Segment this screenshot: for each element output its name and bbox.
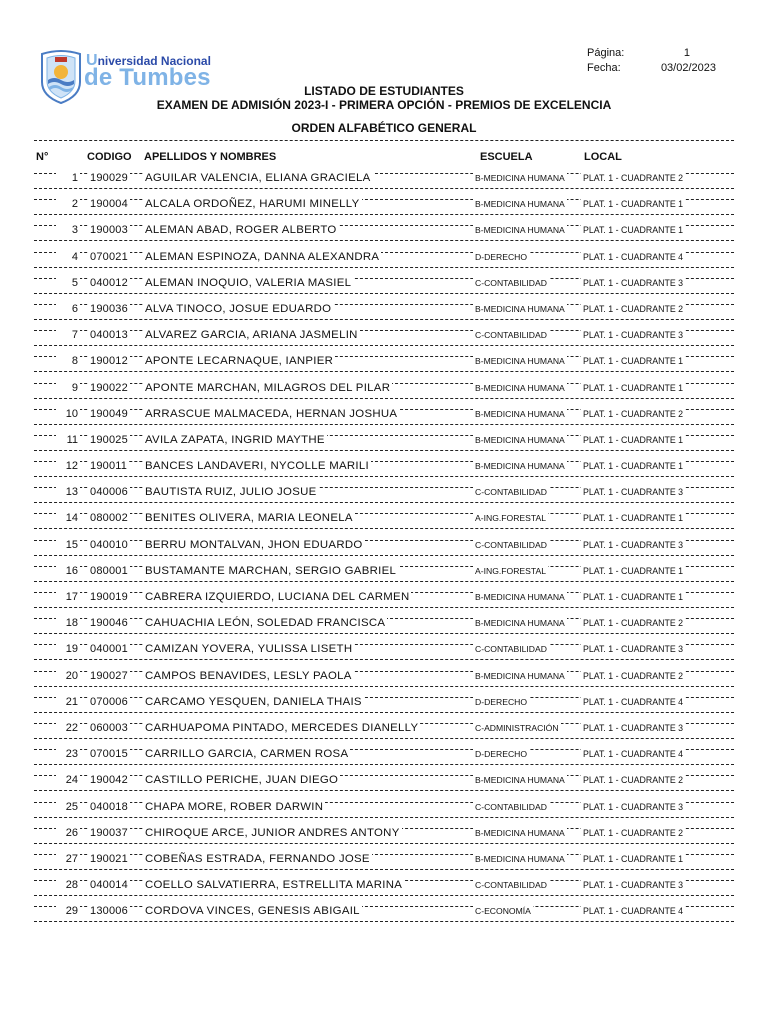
row-number: 10 (56, 407, 80, 421)
col-header-local: LOCAL (584, 151, 622, 163)
row-number: 1 (56, 171, 80, 185)
row-codigo: 190022 (90, 381, 128, 394)
row-local: PLAT. 1 - CUADRANTE 3 (583, 722, 684, 733)
table-row (0, 663, 768, 689)
row-nombre: BAUTISTA RUIZ, JULIO JOSUE (145, 486, 317, 499)
document-titles (0, 84, 768, 112)
row-codigo: 040006 (90, 486, 128, 499)
row-number: 14 (56, 511, 80, 525)
row-number: 28 (56, 878, 80, 892)
row-codigo: 190011 (90, 460, 128, 473)
row-escuela: C-ADMINISTRACIÓN (475, 722, 559, 733)
row-codigo: 040010 (90, 538, 128, 551)
row-local: PLAT. 1 - CUADRANTE 4 (583, 696, 684, 707)
table-row (0, 479, 768, 505)
row-escuela: B-MEDICINA HUMANA (475, 303, 565, 314)
pagina-label: Página: (587, 47, 625, 59)
row-nombre: BUSTAMANTE MARCHAN, SERGIO GABRIEL (145, 564, 397, 577)
row-local: PLAT. 1 - CUADRANTE 1 (583, 225, 684, 236)
row-escuela: B-MEDICINA HUMANA (475, 408, 565, 419)
row-escuela: B-MEDICINA HUMANA (475, 382, 565, 393)
row-local: PLAT. 1 - CUADRANTE 1 (583, 853, 684, 864)
row-codigo: 080002 (90, 512, 128, 525)
row-local: PLAT. 1 - CUADRANTE 3 (583, 277, 684, 288)
row-nombre: CARHUAPOMA PINTADO, MERCEDES DIANELLY (145, 721, 419, 734)
row-escuela: B-MEDICINA HUMANA (475, 225, 565, 236)
table-row (0, 636, 768, 662)
row-local: PLAT. 1 - CUADRANTE 1 (583, 592, 684, 602)
table-row (0, 427, 768, 453)
row-number: 16 (56, 564, 80, 578)
row-nombre: CASTILLO PERICHE, JUAN DIEGO (145, 774, 339, 787)
table-row (0, 898, 768, 924)
table-row (0, 846, 768, 872)
row-codigo: 040014 (90, 879, 128, 892)
row-local: PLAT. 1 - CUADRANTE 3 (583, 880, 684, 891)
row-nombre: CAMIZAN YOVERA, YULISSA LISETH (145, 643, 353, 656)
document-title: LISTADO DE ESTUDIANTES (304, 84, 464, 98)
row-local: PLAT. 1 - CUADRANTE 3 (583, 330, 684, 341)
row-escuela: B-MEDICINA HUMANA (475, 827, 565, 838)
row-nombre: CARRILLO GARCIA, CARMEN ROSA (145, 748, 349, 761)
row-number: 24 (56, 773, 80, 787)
row-nombre: ALEMAN INOQUIO, VALERIA MASIEL (145, 276, 352, 289)
row-nombre: APONTE MARCHAN, MILAGROS DEL PILAR (145, 381, 391, 394)
row-nombre: BANCES LANDAVERI, NYCOLLE MARILI (145, 460, 369, 473)
row-local: PLAT. 1 - CUADRANTE 3 (583, 487, 684, 498)
row-nombre: CHIROQUE ARCE, JUNIOR ANDRES ANTONY (145, 826, 400, 839)
row-nombre: AVILA ZAPATA, INGRID MAYTHE (145, 433, 325, 446)
row-local: PLAT. 1 - CUADRANTE 1 (583, 565, 684, 576)
divider (34, 140, 734, 141)
row-number: 4 (56, 250, 80, 264)
row-local: PLAT. 1 - CUADRANTE 1 (583, 199, 684, 210)
row-local: PLAT. 1 - CUADRANTE 3 (583, 801, 684, 812)
logo-text-line1: Universidad Nacional (86, 52, 211, 69)
row-number: 18 (56, 616, 80, 630)
table-row (0, 165, 768, 191)
row-escuela: C-CONTABILIDAD (475, 277, 547, 288)
table-row (0, 741, 768, 767)
row-escuela: C-CONTABILIDAD (475, 330, 547, 341)
logo-text-line2: de Tumbes (84, 64, 211, 91)
row-escuela: C-ECONOMÍA (475, 906, 531, 917)
row-local: PLAT. 1 - CUADRANTE 2 (583, 303, 684, 314)
table-row (0, 715, 768, 741)
table-row (0, 532, 768, 558)
meta-values (640, 46, 716, 76)
row-nombre: CAMPOS BENAVIDES, LESLY PAOLA (145, 669, 352, 682)
row-local: PLAT. 1 - CUADRANTE 2 (583, 827, 684, 838)
table-row (0, 820, 768, 846)
row-local: PLAT. 1 - CUADRANTE 1 (583, 434, 684, 445)
row-escuela: B-MEDICINA HUMANA (475, 775, 565, 786)
row-escuela: C-CONTABILIDAD (475, 801, 547, 812)
row-local: PLAT. 1 - CUADRANTE 2 (583, 408, 684, 419)
row-escuela: B-MEDICINA HUMANA (475, 199, 565, 210)
row-codigo: 080001 (90, 564, 128, 577)
row-number: 5 (56, 276, 80, 290)
row-codigo: 040018 (90, 800, 128, 813)
row-nombre: CORDOVA VINCES, GENESIS ABIGAIL (145, 905, 360, 918)
row-escuela: B-MEDICINA HUMANA (475, 356, 565, 367)
row-nombre: AGUILAR VALENCIA, ELIANA GRACIELA (145, 172, 371, 184)
table-row (0, 767, 768, 793)
row-number: 27 (56, 852, 80, 866)
row-codigo: 190019 (90, 591, 128, 603)
row-escuela: D-DERECHO (475, 251, 528, 262)
row-nombre: CARCAMO YESQUEN, DANIELA THAIS (145, 695, 362, 708)
meta-labels (587, 46, 624, 76)
row-local: PLAT. 1 - CUADRANTE 1 (583, 461, 684, 472)
table-row (0, 217, 768, 243)
row-local: PLAT. 1 - CUADRANTE 4 (583, 251, 684, 262)
row-codigo: 040001 (90, 643, 128, 656)
row-escuela: A-ING.FORESTAL (475, 513, 546, 524)
document-subtitle: EXAMEN DE ADMISIÓN 2023-I - PRIMERA OPCIÓN - PREMIOS DE EXCELENCIA (156, 98, 612, 112)
row-escuela: C-CONTABILIDAD (475, 487, 547, 498)
row-nombre: APONTE LECARNAQUE, IANPIER (145, 355, 334, 368)
row-codigo: 190025 (90, 433, 128, 446)
col-header-nombres: APELLIDOS Y NOMBRES (144, 151, 277, 163)
row-local: PLAT. 1 - CUADRANTE 3 (583, 539, 684, 550)
row-escuela: D-DERECHO (475, 696, 528, 707)
row-escuela: B-MEDICINA HUMANA (475, 461, 565, 472)
document-order-title: ORDEN ALFABÉTICO GENERAL (291, 121, 477, 135)
row-codigo: 190021 (90, 852, 128, 865)
row-nombre: BERRU MONTALVAN, JHON EDUARDO (145, 538, 363, 551)
table-row (0, 191, 768, 217)
col-header-escuela: ESCUELA (480, 151, 533, 163)
row-codigo: 070006 (90, 695, 128, 708)
table-row (0, 558, 768, 584)
row-codigo: 070015 (90, 748, 128, 761)
row-codigo: 190003 (90, 224, 128, 237)
row-number: 2 (56, 197, 80, 211)
row-escuela: B-MEDICINA HUMANA (475, 618, 565, 629)
row-nombre: CAHUACHIA LEÓN, SOLEDAD FRANCISCA (145, 617, 386, 630)
row-nombre: COELLO SALVATIERRA, ESTRELLITA MARINA (145, 879, 403, 892)
row-escuela: B-MEDICINA HUMANA (475, 173, 565, 183)
table-row (0, 794, 768, 820)
table-row (0, 270, 768, 296)
row-nombre: ALEMAN ABAD, ROGER ALBERTO (145, 224, 337, 237)
row-nombre: ALVA TINOCO, JOSUE EDUARDO (145, 302, 332, 315)
table-row (0, 610, 768, 636)
row-local: PLAT. 1 - CUADRANTE 2 (583, 775, 684, 786)
row-codigo: 040012 (90, 276, 128, 289)
table-row (0, 348, 768, 374)
table-row (0, 584, 768, 610)
row-number: 17 (56, 590, 80, 604)
row-number: 15 (56, 538, 80, 552)
row-codigo: 190027 (90, 669, 128, 682)
row-local: PLAT. 1 - CUADRANTE 4 (583, 906, 684, 917)
row-escuela: A-ING.FORESTAL (475, 565, 546, 576)
row-number: 9 (56, 381, 80, 395)
row-nombre: ALVAREZ GARCIA, ARIANA JASMELIN (145, 329, 358, 342)
student-table (0, 165, 768, 924)
row-local: PLAT. 1 - CUADRANTE 1 (583, 513, 684, 524)
col-header-number: N° (36, 151, 49, 163)
table-row (0, 296, 768, 322)
row-number: 8 (56, 354, 80, 368)
pagina-value: 1 (683, 47, 690, 59)
row-codigo: 070021 (90, 250, 128, 263)
row-nombre: ALCALA ORDOÑEZ, HARUMI MINELLY (145, 198, 360, 211)
row-number: 29 (56, 904, 80, 918)
row-nombre: COBEÑAS ESTRADA, FERNANDO JOSE (145, 852, 370, 865)
table-row (0, 244, 768, 270)
row-number: 20 (56, 669, 80, 683)
row-escuela: B-MEDICINA HUMANA (475, 434, 565, 445)
table-row (0, 872, 768, 898)
table-row (0, 375, 768, 401)
row-nombre: ALEMAN ESPINOZA, DANNA ALEXANDRA (145, 250, 380, 263)
row-codigo: 040013 (90, 329, 128, 342)
row-number: 19 (56, 642, 80, 656)
row-number: 26 (56, 826, 80, 840)
row-local: PLAT. 1 - CUADRANTE 2 (583, 618, 684, 629)
row-local: PLAT. 1 - CUADRANTE 2 (583, 670, 684, 681)
row-codigo: 190037 (90, 826, 128, 839)
row-number: 11 (56, 433, 80, 447)
row-local: PLAT. 1 - CUADRANTE 1 (583, 356, 684, 367)
row-escuela: D-DERECHO (475, 749, 528, 760)
row-number: 12 (56, 459, 80, 473)
table-header (0, 151, 768, 165)
row-number: 23 (56, 747, 80, 761)
row-escuela: B-MEDICINA HUMANA (475, 592, 565, 602)
row-escuela: B-MEDICINA HUMANA (475, 670, 565, 681)
fecha-label: Fecha: (587, 62, 621, 74)
table-row (0, 322, 768, 348)
row-nombre: BENITES OLIVERA, MARIA LEONELA (145, 512, 353, 525)
row-local: PLAT. 1 - CUADRANTE 2 (583, 173, 684, 183)
table-row (0, 401, 768, 427)
row-nombre: ARRASCUE MALMACEDA, HERNAN JOSHUA (145, 407, 398, 420)
row-codigo: 190012 (90, 355, 128, 368)
row-codigo: 190042 (90, 774, 128, 787)
row-local: PLAT. 1 - CUADRANTE 1 (583, 382, 684, 393)
row-codigo: 190029 (90, 172, 128, 184)
row-number: 7 (56, 328, 80, 342)
col-header-codigo: CODIGO (87, 151, 132, 163)
row-number: 3 (56, 223, 80, 237)
row-codigo: 190004 (90, 198, 128, 211)
row-escuela: C-CONTABILIDAD (475, 644, 547, 655)
row-number: 22 (56, 721, 80, 735)
row-escuela: B-MEDICINA HUMANA (475, 853, 565, 864)
row-local: PLAT. 1 - CUADRANTE 3 (583, 644, 684, 655)
row-number: 25 (56, 800, 80, 814)
row-codigo: 130006 (90, 905, 128, 918)
row-codigo: 190049 (90, 407, 128, 420)
row-codigo: 190036 (90, 302, 128, 315)
table-row (0, 689, 768, 715)
table-row (0, 505, 768, 531)
fecha-value: 03/02/2023 (660, 62, 716, 74)
row-nombre: CHAPA MORE, ROBER DARWIN (145, 800, 324, 813)
row-number: 21 (56, 695, 80, 709)
row-number: 6 (56, 302, 80, 316)
row-codigo: 060003 (90, 721, 128, 734)
row-number: 13 (56, 485, 80, 499)
row-codigo: 190046 (90, 617, 128, 630)
row-nombre: CABRERA IZQUIERDO, LUCIANA DEL CARMEN (145, 591, 410, 603)
row-local: PLAT. 1 - CUADRANTE 4 (583, 749, 684, 760)
row-escuela: C-CONTABILIDAD (475, 880, 547, 891)
table-row (0, 453, 768, 479)
row-escuela: C-CONTABILIDAD (475, 539, 547, 550)
